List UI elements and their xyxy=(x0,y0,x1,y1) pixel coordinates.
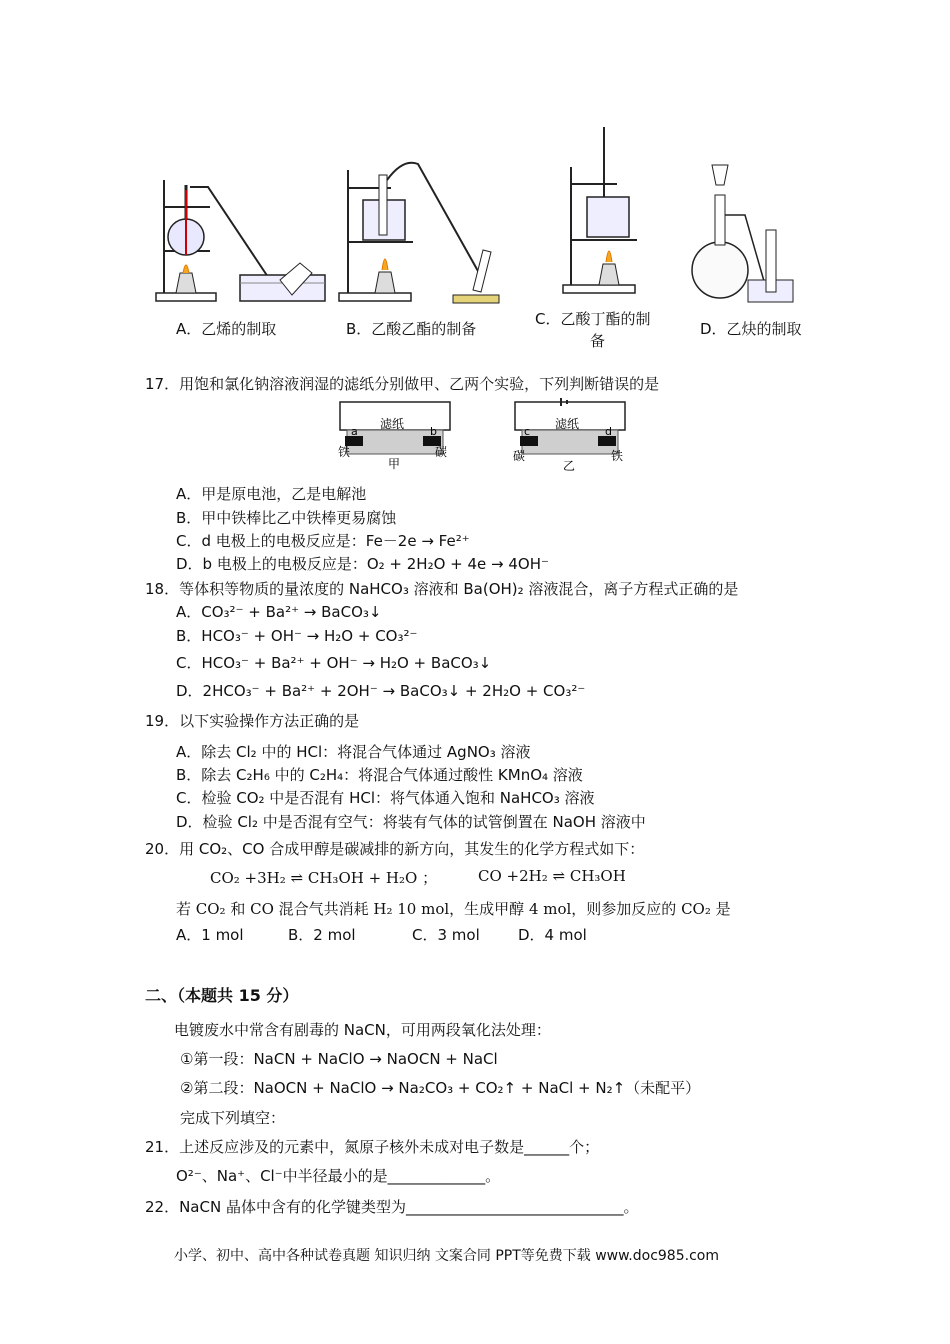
q17-fig-carbon-yi: 碳 xyxy=(513,449,526,463)
q19-option-a: A．除去 Cl₂ 中的 HCl：将混合气体通过 AgNO₃ 溶液 xyxy=(176,743,531,761)
q17-circuit-figure xyxy=(335,398,635,473)
q17-fig-a: a xyxy=(351,425,358,438)
q20-option-b: B．2 mol xyxy=(288,926,356,944)
q20-condition: 若 CO₂ 和 CO 混合气共消耗 H₂ 10 mol，生成甲醇 4 mol，则参加反应的 CO₂ 是 xyxy=(176,900,731,918)
q17-stem: 17．用饱和氯化钠溶液润湿的滤纸分别做甲、乙两个实验，下列判断错误的是 xyxy=(145,375,660,393)
q17-fig-b: b xyxy=(430,425,437,438)
q20-option-d: D．4 mol xyxy=(518,926,587,944)
apparatus-d-figure xyxy=(690,155,800,310)
apparatus-b-caption: B．乙酸乙酯的制备 xyxy=(346,320,477,338)
q19-option-d: D．检验 Cl₂ 中是否混有空气：将装有气体的试管倒置在 NaOH 溶液中 xyxy=(176,813,646,831)
q18-stem: 18．等体积等物质的量浓度的 NaHCO₃ 溶液和 Ba(OH)₂ 溶液混合，离子方程式正确的是 xyxy=(145,580,739,598)
section2-step2: ②第二段：NaOCN + NaClO → Na₂CO₃ + CO₂↑ + NaCl + N₂↑（未配平） xyxy=(180,1079,701,1097)
apparatus-b-figure xyxy=(333,150,508,310)
apparatus-d-caption: D．乙炔的制取 xyxy=(700,320,802,338)
apparatus-c-caption-line1: C．乙酸丁酯的制 xyxy=(535,310,651,328)
apparatus-a-caption: A．乙烯的制取 xyxy=(176,320,277,338)
q18-option-d: D．2HCO₃⁻ + Ba²⁺ + 2OH⁻ → BaCO₃↓ + 2H₂O + CO₃²⁻ xyxy=(176,682,586,700)
q17-fig-yi: 乙 xyxy=(563,459,576,473)
q21-line2: O²⁻、Na⁺、Cl⁻中半径最小的是_____________。 xyxy=(176,1167,501,1185)
section2-title: 二、（本题共 15 分） xyxy=(145,986,299,1005)
q19-stem: 19．以下实验操作方法正确的是 xyxy=(145,712,360,730)
apparatus-c-caption-line2: 备 xyxy=(590,332,606,350)
section2-intro: 电镀废水中常含有剧毒的 NaCN，可用两段氧化法处理： xyxy=(174,1021,551,1039)
q17-fig-paper-jia: 滤纸 xyxy=(379,417,405,431)
section2-step1: ①第一段：NaCN + NaClO → NaOCN + NaCl xyxy=(180,1050,498,1068)
section2-fill-instruction: 完成下列填空： xyxy=(180,1109,286,1127)
q17-fig-iron-jia: 铁 xyxy=(338,445,351,459)
q17-fig-paper-yi: 滤纸 xyxy=(554,417,580,431)
q17-option-a: A．甲是原电池，乙是电解池 xyxy=(176,485,367,503)
q17-option-b: B．甲中铁棒比乙中铁棒更易腐蚀 xyxy=(176,509,397,527)
q17-option-c: C．d 电极上的电极反应是：Fe－2e → Fe²⁺ xyxy=(176,532,470,550)
q20-equation-1: CO₂ +3H₂ ⇌ CH₃OH + H₂O ； xyxy=(210,869,438,887)
q20-equation-2: CO +2H₂ ⇌ CH₃OH xyxy=(478,867,626,885)
q20-option-c: C．3 mol xyxy=(412,926,480,944)
q21-line1: 21．上述反应涉及的元素中，氮原子核外未成对电子数是______个； xyxy=(145,1138,600,1156)
q17-fig-iron-yi: 铁 xyxy=(611,449,624,463)
q18-option-c: C．HCO₃⁻ + Ba²⁺ + OH⁻ → H₂O + BaCO₃↓ xyxy=(176,654,492,672)
apparatus-a-figure xyxy=(150,145,340,310)
q22-line1: 22．NaCN 晶体中含有的化学键类型为_____________________________。 xyxy=(145,1198,639,1216)
q20-stem: 20．用 CO₂、CO 合成甲醇是碳减排的新方向，其发生的化学方程式如下： xyxy=(145,840,645,858)
q17-option-d: D．b 电极上的电极反应是：O₂ + 2H₂O + 4e → 4OH⁻ xyxy=(176,555,549,573)
q18-option-b: B．HCO₃⁻ + OH⁻ → H₂O + CO₃²⁻ xyxy=(176,627,418,645)
q17-fig-carbon-jia: 碳 xyxy=(435,445,448,459)
q20-option-a: A．1 mol xyxy=(176,926,244,944)
q18-option-a: A．CO₃²⁻ + Ba²⁺ → BaCO₃↓ xyxy=(176,603,382,621)
q19-option-b: B．除去 C₂H₆ 中的 C₂H₄：将混合气体通过酸性 KMnO₄ 溶液 xyxy=(176,766,583,784)
q17-fig-d: d xyxy=(605,425,612,438)
q17-fig-jia: 甲 xyxy=(388,457,401,471)
q19-option-c: C．检验 CO₂ 中是否混有 HCl：将气体通入饱和 NaHCO₃ 溶液 xyxy=(176,789,595,807)
footer-text: 小学、初中、高中各种试卷真题 知识归纳 文案合同 PPT等免费下载 www.doc985.com xyxy=(174,1248,719,1264)
apparatus-c-figure xyxy=(557,122,667,302)
q17-fig-c: c xyxy=(524,425,531,438)
